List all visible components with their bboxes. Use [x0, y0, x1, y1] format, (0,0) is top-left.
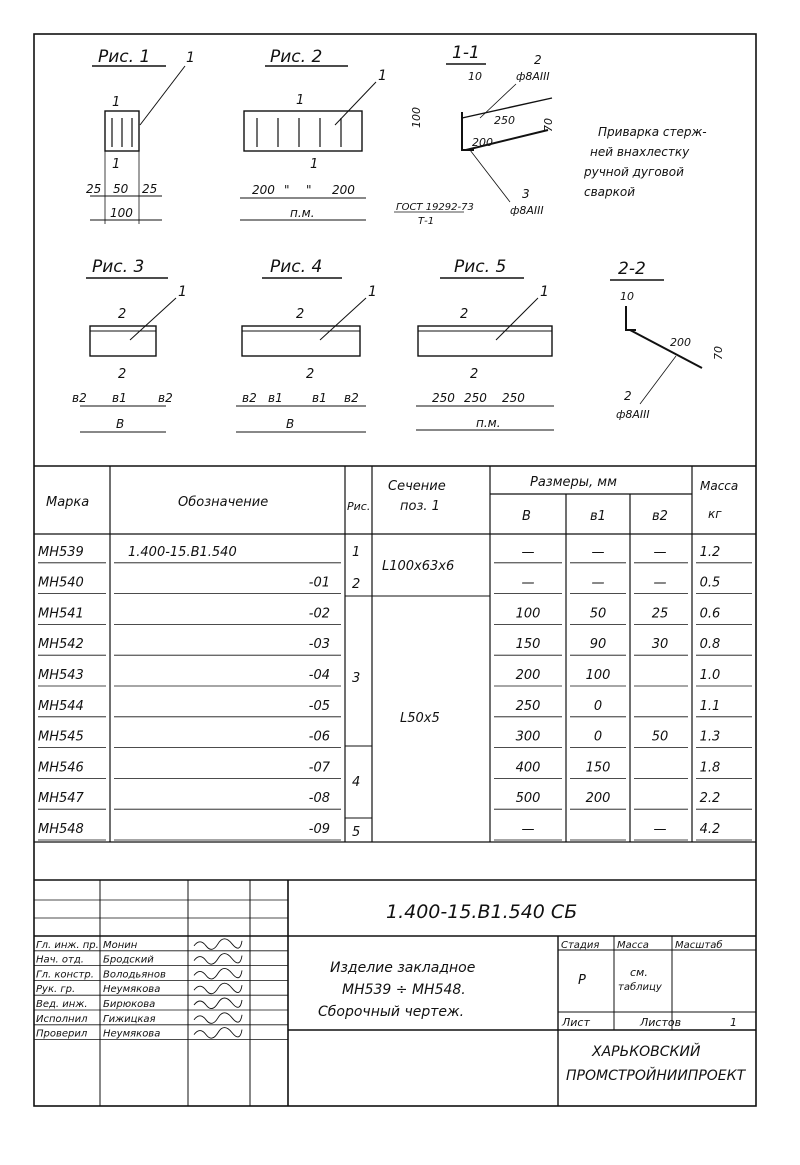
row-mark: МН544 [38, 698, 84, 714]
section-group-2: L50х5 [400, 711, 440, 726]
fig3-section-b: 2 [118, 367, 127, 382]
fig1-callout: 1 [186, 50, 195, 66]
handwritten-signature [194, 998, 242, 1009]
signature-row [36, 998, 242, 1010]
header-mark: Марка [46, 495, 90, 510]
sec11-dim-top: 10 [468, 70, 482, 83]
row-mark: МН546 [38, 760, 84, 776]
row-mass: 0.8 [699, 637, 721, 653]
signature-name: Бродский [103, 954, 154, 966]
signature-name: Неумякова [103, 984, 161, 996]
row-b1: 150 [585, 760, 611, 776]
row-mass: 1.1 [699, 698, 721, 714]
fig1-dim-left: 25 [86, 182, 102, 196]
row-mark: МН548 [38, 822, 84, 837]
signature-row [36, 968, 242, 980]
stage-value: Р [578, 973, 586, 988]
figure-1 [86, 47, 195, 224]
row-mark: МН539 [38, 544, 84, 560]
mass-value-line-2: таблицу [618, 982, 662, 993]
sec22-bar-num: 2 [624, 389, 632, 403]
row-b1: 0 [593, 729, 603, 745]
row-designation: -05 [308, 698, 330, 714]
fig2-dim-total: п.м. [290, 206, 315, 220]
fig2-dim-1: 200 [252, 183, 275, 197]
sec11-gost: ГОСТ 19292-73 [396, 202, 474, 213]
signature-role: Гл. инж. пр. [36, 939, 99, 951]
header-mass-line1: Масса [700, 479, 739, 493]
table-row [38, 545, 720, 560]
header-designation: Обозначение [178, 495, 269, 510]
handwritten-signature [194, 1028, 242, 1039]
sec22-dim-bar: 200 [670, 336, 691, 349]
doc-code: 1.400-15.В1.540 СБ [386, 901, 578, 923]
row-designation: -02 [308, 606, 330, 622]
table-row [38, 576, 720, 591]
signature-role: Гл. констр. [36, 969, 94, 981]
fig1-dim-total: 100 [110, 206, 133, 220]
signature-role: Проверил [36, 1028, 88, 1040]
row-mark: МН542 [38, 637, 84, 653]
fig4-callout: 1 [368, 284, 377, 300]
figure-4 [236, 257, 377, 432]
row-mark: МН547 [38, 791, 84, 807]
fig2-section-b: 1 [310, 157, 319, 172]
weld-note-line-2: ней внахлестку [590, 145, 690, 159]
row-designation: 1.400-15.В1.540 [128, 544, 237, 560]
fig2-title: Рис. 2 [270, 47, 323, 67]
fig-group-3: 3 [352, 671, 361, 686]
fig1-title: Рис. 1 [98, 47, 151, 67]
signature-role: Нач. отд. [36, 954, 84, 966]
header-section-line2: поз. 1 [400, 499, 440, 514]
row-designation: -09 [308, 822, 330, 837]
row-b2: 50 [651, 729, 669, 745]
sec11-bar3-spec: ф8АIII [510, 204, 544, 217]
header-sizes: Размеры, мм [530, 475, 617, 490]
org-line-1: ХАРЬКОВСКИЙ [592, 1044, 701, 1060]
fig4-section-a: 2 [296, 307, 305, 322]
row-mark: МН543 [38, 668, 84, 683]
row-b: 200 [515, 668, 541, 683]
row-mark: МН540 [38, 575, 84, 591]
fig1-dim-right: 25 [142, 182, 158, 196]
row-b1: 90 [589, 637, 607, 653]
signature-name: Володьянов [103, 969, 166, 981]
stage-label: Стадия [561, 940, 600, 951]
signature-role: Рук. гр. [36, 984, 76, 996]
fig-group-1: 1 [352, 545, 361, 560]
fig4-dim-b2-left: в2 [242, 391, 257, 405]
handwritten-signature [194, 954, 242, 965]
fig4-dim-total: В [286, 417, 295, 431]
section-group-1: L100х63х6 [382, 559, 455, 574]
row-b: 400 [515, 760, 541, 776]
row-b2: — [653, 544, 667, 560]
fig4-section-b: 2 [306, 367, 315, 382]
fig3-callout: 1 [178, 284, 187, 300]
signature-row [36, 983, 242, 995]
table-row [38, 699, 720, 714]
table-header [46, 475, 738, 524]
table-row [38, 822, 720, 837]
fig-group-2: 2 [352, 577, 361, 592]
sec11-dim-bar: 250 [494, 114, 515, 127]
sec11-dim-length: 200 [472, 136, 493, 149]
sheets-label: Листов [640, 1016, 682, 1029]
fig4-dim-b1-right: в1 [312, 391, 327, 405]
table-rows [38, 545, 720, 837]
signature-role: Вед. инж. [36, 999, 88, 1010]
fig2-section-a: 1 [296, 93, 305, 108]
fig5-title: Рис. 5 [454, 257, 507, 277]
row-b2: — [653, 575, 667, 591]
signature-role: Исполнил [36, 1013, 88, 1025]
table-row [38, 668, 720, 683]
signature-row [36, 1013, 242, 1025]
table-row [38, 760, 720, 775]
fig3-dim-b1: в1 [112, 391, 127, 405]
header-section-line1: Сечение [388, 479, 446, 494]
row-b1: — [591, 544, 605, 560]
row-b: — [521, 822, 535, 837]
signature-row [36, 939, 242, 951]
figure-5 [416, 257, 554, 430]
section-2-2 [610, 259, 725, 421]
row-b2: 25 [651, 606, 669, 622]
sheets-count: 1 [730, 1016, 737, 1029]
fig2-callout: 1 [378, 68, 387, 84]
row-b2: — [653, 822, 667, 837]
table-groups [352, 545, 454, 840]
fig4-title: Рис. 4 [270, 257, 323, 277]
fig1-dim-mid: 50 [113, 182, 129, 196]
fig5-dim-1: 250 [432, 391, 455, 405]
product-name-line-1: Изделие закладное [330, 960, 476, 976]
fig2-dim-4: 200 [332, 183, 355, 197]
row-b: — [521, 544, 535, 560]
signature-row [36, 1028, 242, 1040]
fig-group-4: 4 [352, 775, 361, 790]
weld-note-line-1: Приварка стерж- [598, 125, 707, 139]
row-b2: 30 [651, 637, 669, 653]
row-b: — [521, 575, 535, 591]
row-b: 250 [515, 698, 541, 714]
row-mass: 1.2 [699, 544, 721, 560]
fig2-dim-2: " [284, 183, 290, 197]
fig4-dim-b2-right: в2 [344, 391, 359, 405]
row-b: 150 [515, 637, 541, 653]
fig1-section-a: 1 [112, 95, 121, 110]
sec11-title: 1-1 [452, 43, 480, 63]
signature-name: Бирюкова [103, 999, 156, 1010]
signature-name: Гижицкая [103, 1013, 156, 1025]
sec22-dim-top: 10 [620, 290, 634, 303]
fig5-dim-total: п.м. [476, 416, 501, 430]
fig5-callout: 1 [540, 284, 549, 300]
row-mark: МН541 [38, 606, 84, 622]
fig3-title: Рис. 3 [92, 257, 145, 277]
sec22-bar-spec: ф8АIII [616, 408, 650, 421]
header-fig: Рис. [347, 500, 371, 513]
signature-row [36, 954, 242, 966]
weld-note-line-4: сваркой [584, 185, 636, 199]
signature-name: Монин [103, 939, 138, 951]
sheet-label: Лист [562, 1016, 590, 1029]
row-b1: — [591, 575, 605, 591]
row-designation: -03 [308, 637, 330, 653]
fig1-section-b: 1 [112, 157, 121, 172]
fig3-dim-b2-left: в2 [72, 391, 87, 405]
handwritten-signature [194, 968, 242, 979]
fig-group-5: 5 [352, 825, 361, 840]
row-b1: 0 [593, 698, 603, 714]
product-name-line-3: Сборочный чертеж. [318, 1004, 465, 1020]
handwritten-signature [194, 983, 242, 994]
table-row [38, 730, 720, 745]
header-b: В [522, 509, 531, 524]
row-designation: -08 [308, 791, 330, 807]
fig3-dim-total: В [116, 417, 125, 431]
row-b1: 200 [585, 791, 611, 807]
weld-note [583, 125, 707, 199]
fig5-dim-2: 250 [464, 391, 487, 405]
header-mass-line2: кг [708, 507, 722, 521]
fig5-section-b: 2 [470, 367, 479, 382]
row-designation: -01 [308, 575, 330, 591]
mass-value-line-1: см. [630, 966, 648, 979]
sec11-dim-rise: 70 [542, 118, 555, 132]
row-b: 300 [515, 729, 541, 745]
sec11-bar3-num: 3 [522, 187, 530, 201]
header-b2: в2 [652, 509, 668, 524]
handwritten-signature [194, 939, 242, 950]
row-designation: -04 [308, 668, 330, 683]
sec22-dim-rise: 70 [712, 346, 725, 360]
row-mass: 0.6 [699, 606, 721, 622]
row-mass: 1.3 [699, 729, 721, 745]
row-designation: -06 [308, 729, 330, 745]
title-block-text [318, 901, 747, 1084]
header-b1: в1 [590, 509, 606, 524]
org-line-2: ПРОМСТРОЙНИИПРОЕКТ [566, 1068, 746, 1084]
signature-name: Неумякова [103, 1028, 161, 1040]
table-row [38, 637, 720, 652]
sec11-bar2-num: 2 [534, 53, 542, 67]
fig4-dim-b1-left: в1 [268, 391, 283, 405]
fig5-section-a: 2 [460, 307, 469, 322]
table-row [38, 606, 720, 621]
product-name-line-2: МН539 ÷ МН548. [342, 982, 466, 998]
row-mass: 1.0 [699, 668, 721, 683]
row-b: 100 [515, 606, 541, 622]
row-designation: -07 [308, 760, 330, 776]
section-1-1 [394, 43, 555, 227]
sec11-gost-type: Т-1 [418, 216, 435, 227]
row-b: 500 [515, 791, 541, 807]
spec-table [34, 466, 756, 842]
row-b1: 50 [589, 606, 607, 622]
handwritten-signature [194, 1013, 242, 1024]
fig3-section-a: 2 [118, 307, 127, 322]
row-mass: 4.2 [699, 822, 721, 837]
table-row [38, 791, 720, 806]
sec11-dim-height: 100 [410, 107, 423, 128]
row-mass: 2.2 [699, 791, 721, 807]
row-mass: 0.5 [699, 575, 721, 591]
figure-2 [240, 47, 387, 220]
fig2-dim-3: " [306, 183, 312, 197]
fig3-dim-b2-right: в2 [158, 391, 173, 405]
weld-note-line-3: ручной дуговой [584, 165, 684, 179]
fig5-dim-3: 250 [502, 391, 525, 405]
row-mass: 1.8 [699, 760, 721, 776]
row-b1: 100 [585, 668, 611, 683]
sec22-title: 2-2 [618, 259, 646, 279]
sec11-bar2-spec: ф8АIII [516, 70, 550, 83]
mass-label: Масса [617, 940, 649, 951]
figure-3 [72, 257, 187, 432]
row-mark: МН545 [38, 729, 84, 745]
scale-label: Масштаб [675, 940, 723, 951]
